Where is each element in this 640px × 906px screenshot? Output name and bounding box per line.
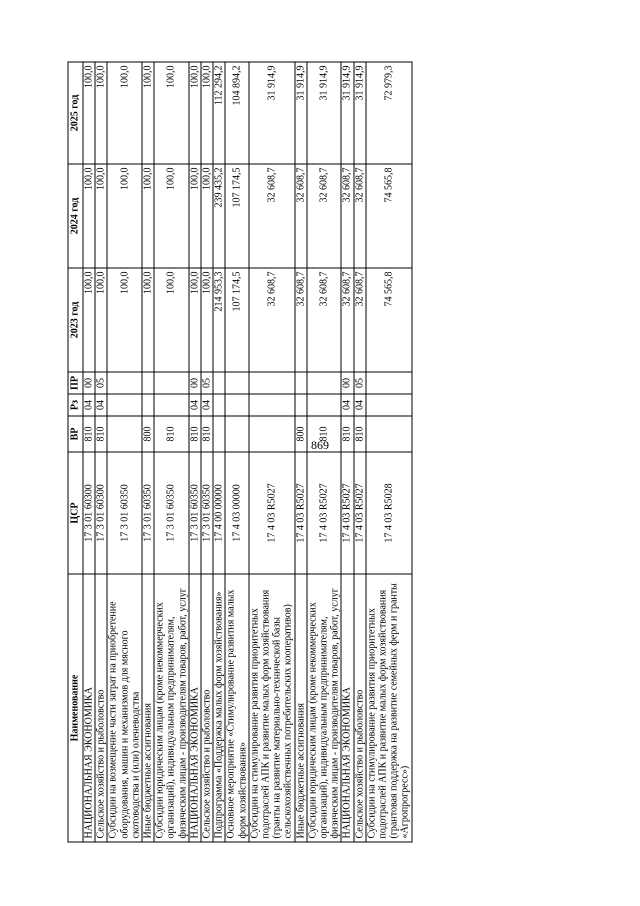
cell-2023: 100,0 [107,268,142,372]
header-row [68,62,83,842]
cell-rz [154,394,189,416]
cell-pr [142,372,154,394]
cell-vr: 800 [295,416,307,452]
cell-2024: 107 174,5 [225,164,248,268]
cell-2025: 100,0 [107,62,142,164]
cell-2025: 100,0 [83,62,95,164]
cell-csr: 17 4 03 R5027 [249,452,295,574]
cell-2023: 32 608,7 [307,268,342,372]
cell-2024: 74 565,8 [366,164,412,268]
table-row [107,62,142,842]
cell-2023: 100,0 [189,268,201,372]
header-csr: ЦСР [68,452,83,574]
table-row [354,62,366,842]
cell-2025: 31 914,9 [295,62,307,164]
rotated-page [68,63,573,843]
table-row [307,62,342,842]
header-rz: Рз [68,394,83,416]
cell-name: Иные бюджетные ассигнования [142,574,154,842]
header-2025: 2025 год [68,62,83,164]
cell-2023: 100,0 [201,268,213,372]
table-row [142,62,154,842]
table-row [295,62,307,842]
cell-rz [307,394,342,416]
cell-2023: 74 565,8 [366,268,412,372]
table-row [83,62,95,842]
cell-2024: 239 435,2 [213,164,225,268]
cell-name: Сельское хозяйство и рыболовство [95,574,107,842]
cell-pr [107,372,142,394]
cell-pr: 00 [341,372,353,394]
cell-pr: 00 [83,372,95,394]
cell-2025: 100,0 [142,62,154,164]
cell-2024: 100,0 [201,164,213,268]
cell-csr: 17 3 01 60300 [83,452,95,574]
cell-2024: 32 608,7 [354,164,366,268]
cell-2025: 112 294,2 [213,62,225,164]
cell-csr: 17 4 00 00000 [213,452,225,574]
header-2024: 2024 год [68,164,83,268]
cell-csr: 17 4 03 R5027 [354,452,366,574]
cell-pr: 00 [189,372,201,394]
cell-name: Сельское хозяйство и рыболовство [201,574,213,842]
cell-vr [366,416,412,452]
header-pr: ПР [68,372,83,394]
header-2023: 2023 год [68,268,83,372]
cell-2024: 100,0 [107,164,142,268]
cell-2025: 31 914,9 [307,62,342,164]
cell-csr: 17 4 03 R5027 [295,452,307,574]
cell-csr: 17 4 03 R5027 [307,452,342,574]
cell-pr [213,372,225,394]
cell-rz: 04 [354,394,366,416]
cell-rz: 04 [83,394,95,416]
cell-name: Сельское хозяйство и рыболовство [354,574,366,842]
cell-2023: 100,0 [95,268,107,372]
cell-csr: 17 4 03 R5027 [341,452,353,574]
cell-vr: 800 [142,416,154,452]
cell-2024: 32 608,7 [249,164,295,268]
cell-rz [213,394,225,416]
cell-2023: 100,0 [83,268,95,372]
header-name: Наименование [68,574,83,842]
cell-rz [295,394,307,416]
cell-2023: 32 608,7 [354,268,366,372]
cell-vr: 810 [201,416,213,452]
table-row [154,62,189,842]
cell-pr: 05 [354,372,366,394]
cell-vr: 810 [95,416,107,452]
cell-rz: 04 [201,394,213,416]
cell-2023: 100,0 [154,268,189,372]
cell-vr: 810 [83,416,95,452]
cell-pr [225,372,248,394]
cell-rz: 04 [341,394,353,416]
cell-2024: 32 608,7 [341,164,353,268]
cell-2023: 32 608,7 [341,268,353,372]
cell-csr: 17 3 01 60300 [95,452,107,574]
cell-csr: 17 3 01 60350 [154,452,189,574]
cell-2024: 100,0 [142,164,154,268]
cell-vr: 810 [354,416,366,452]
cell-2025: 100,0 [201,62,213,164]
cell-2024: 100,0 [95,164,107,268]
table-row [189,62,201,842]
cell-2023: 32 608,7 [295,268,307,372]
cell-csr: 17 3 01 60350 [142,452,154,574]
cell-rz [249,394,295,416]
cell-csr: 17 4 03 00000 [225,452,248,574]
cell-rz [107,394,142,416]
cell-name: Субсидии на стимулирование развития приоритетных подотраслей АПК и развитие малых форм хозяйствования (гранты на развитие материально-технической базы сельскохозяйственных потребительских кооперативов) [249,574,295,842]
cell-vr: 810 [341,416,353,452]
cell-name: НАЦИОНАЛЬНАЯ ЭКОНОМИКА [189,574,201,842]
cell-rz: 04 [189,394,201,416]
cell-pr [366,372,412,394]
cell-vr [213,416,225,452]
cell-2024: 100,0 [189,164,201,268]
table-row [249,62,295,842]
cell-2025: 31 914,9 [341,62,353,164]
cell-2025: 72 979,3 [366,62,412,164]
table-row [225,62,248,842]
cell-name: Субсидии юридическим лицам (кроме некоммерческих организаций), индивидуальным предпринимателям, физическим лицам - производителям товаров, работ, услуг [307,574,342,842]
cell-2023: 107 174,5 [225,268,248,372]
cell-csr: 17 4 03 R5028 [366,452,412,574]
cell-csr: 17 3 01 60350 [189,452,201,574]
cell-2023: 214 953,3 [213,268,225,372]
cell-pr [307,372,342,394]
cell-name: Субсидии на стимулирование развития приоритетных подотраслей АПК и развитие малых форм хозяйствования (грантовая поддержка на развитие семейных ферм и гранты «Агропрогресс») [366,574,412,842]
cell-2024: 100,0 [154,164,189,268]
cell-2024: 100,0 [83,164,95,268]
cell-pr [295,372,307,394]
cell-rz: 04 [95,394,107,416]
cell-2025: 31 914,9 [354,62,366,164]
cell-rz [142,394,154,416]
table-row [95,62,107,842]
cell-pr [249,372,295,394]
cell-rz [366,394,412,416]
cell-2023: 100,0 [142,268,154,372]
cell-pr [154,372,189,394]
table-row [341,62,353,842]
table-row [201,62,213,842]
cell-2024: 32 608,7 [307,164,342,268]
budget-table [68,62,413,843]
table-row [213,62,225,842]
cell-name: Основное мероприятие «Стимулирование развития малых форм хозяйствования» [225,574,248,842]
cell-2025: 100,0 [154,62,189,164]
header-vr: ВР [68,416,83,452]
cell-2024: 32 608,7 [295,164,307,268]
cell-2025: 31 914,9 [249,62,295,164]
cell-name: Иные бюджетные ассигнования [295,574,307,842]
cell-2025: 104 894,2 [225,62,248,164]
cell-name: НАЦИОНАЛЬНАЯ ЭКОНОМИКА [341,574,353,842]
cell-2025: 100,0 [95,62,107,164]
cell-name: Субсидии юридическим лицам (кроме некоммерческих организаций), индивидуальным предпринимателям, физическим лицам - производителям товаров, работ, услуг [154,574,189,842]
cell-vr: 810 [307,416,342,452]
cell-vr: 810 [154,416,189,452]
cell-pr: 05 [95,372,107,394]
cell-vr [225,416,248,452]
cell-vr [249,416,295,452]
cell-2025: 100,0 [189,62,201,164]
cell-name: НАЦИОНАЛЬНАЯ ЭКОНОМИКА [83,574,95,842]
cell-rz [225,394,248,416]
cell-vr [107,416,142,452]
cell-pr: 05 [201,372,213,394]
cell-csr: 17 3 01 60350 [107,452,142,574]
cell-name: Подпрограмма «Поддержка малых форм хозяйствования» [213,574,225,842]
cell-2023: 32 608,7 [249,268,295,372]
table-row [366,62,412,842]
cell-vr: 810 [189,416,201,452]
cell-name: Субсидии на возмещение части затрат на приобретение оборудования, машин и механизмов для мясного скотоводства и (или) оленеводства [107,574,142,842]
cell-csr: 17 3 01 60350 [201,452,213,574]
page-number: 869 [311,438,329,452]
